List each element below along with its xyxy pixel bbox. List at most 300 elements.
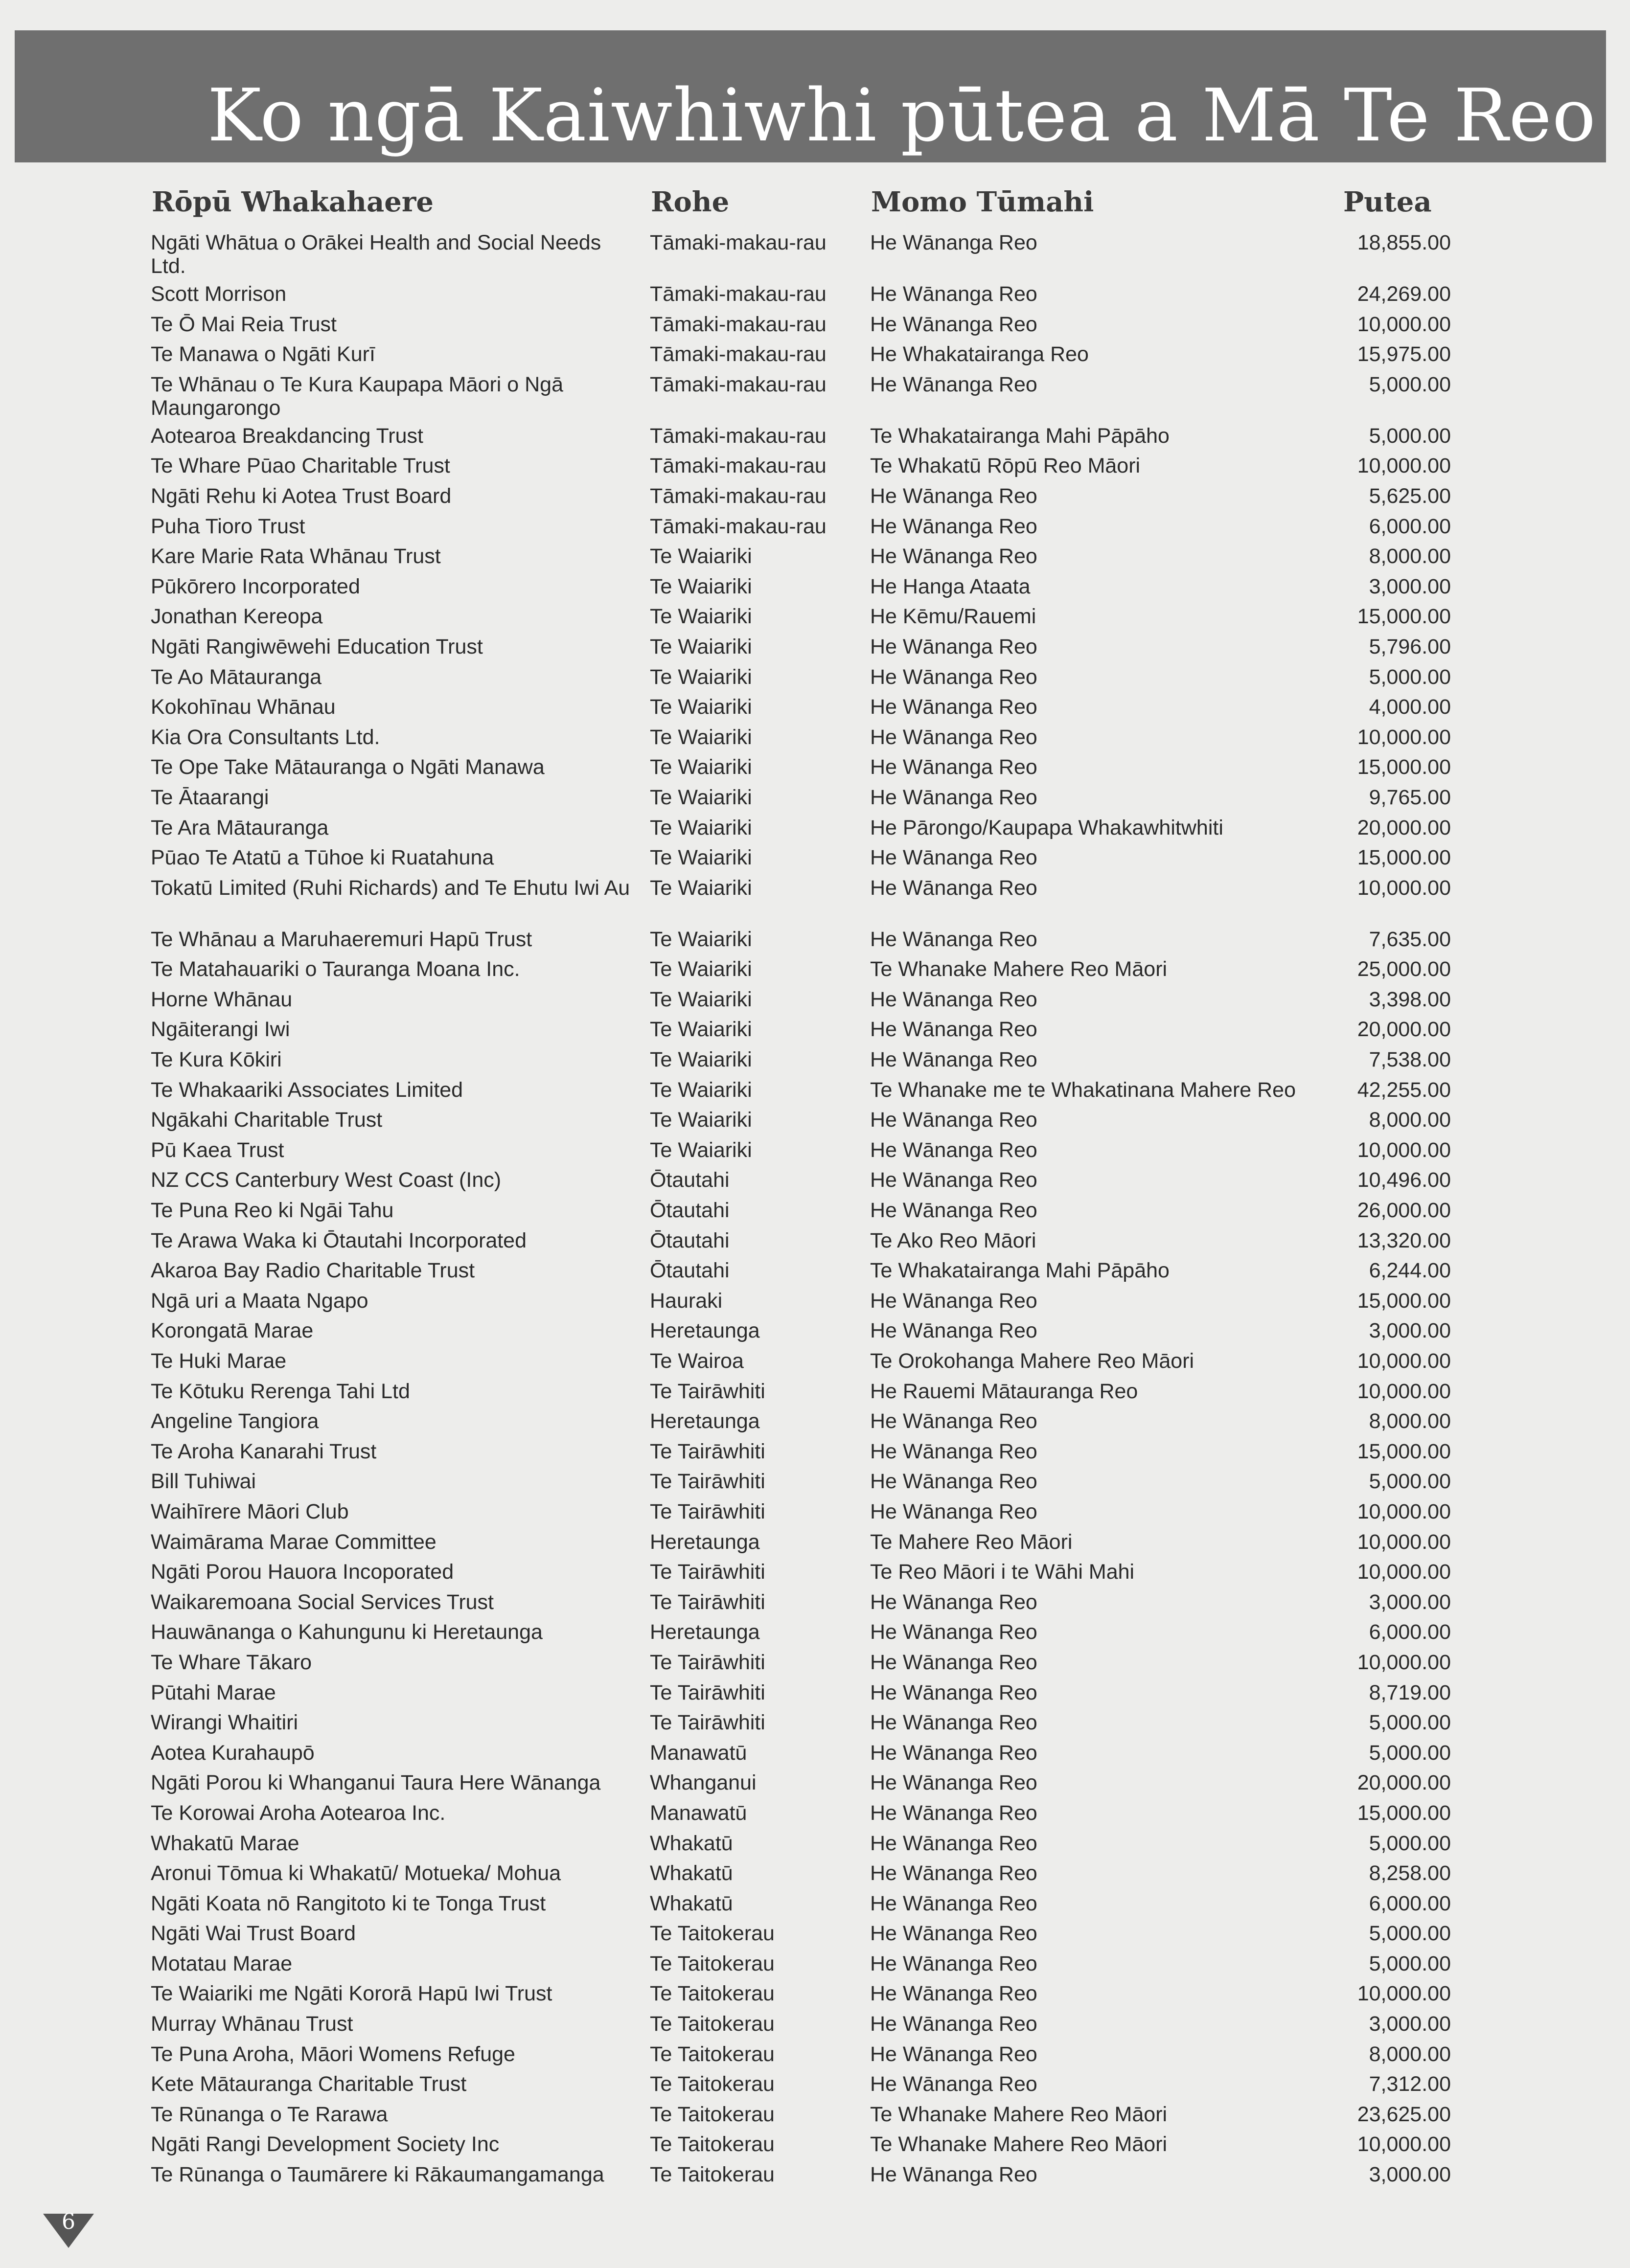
table-row xyxy=(147,1256,1468,1286)
cell-momo-tumahi: He Wānanga Reo xyxy=(870,2072,1037,2096)
cell-putea: 7,538.00 xyxy=(1369,1048,1451,1072)
cell-putea: 6,000.00 xyxy=(1369,1620,1451,1644)
cell-rohe: Tāmaki-makau-rau xyxy=(650,484,826,508)
cell-organisation: Ngāiterangi Iwi xyxy=(151,1018,290,1042)
cell-momo-tumahi: He Wānanga Reo xyxy=(870,725,1037,749)
cell-organisation: Ngākahi Charitable Trust xyxy=(151,1108,383,1132)
cell-organisation: Kare Marie Rata Whānau Trust xyxy=(151,544,441,568)
cell-organisation: Jonathan Kereopa xyxy=(151,605,323,629)
table-row xyxy=(147,1919,1468,1949)
cell-rohe: Whakatū xyxy=(650,1891,733,1915)
cell-putea: 15,000.00 xyxy=(1357,605,1451,629)
cell-momo-tumahi: He Wānanga Reo xyxy=(870,1590,1037,1614)
cell-momo-tumahi: Te Whanake Mahere Reo Māori xyxy=(870,957,1168,981)
cell-momo-tumahi: He Wānanga Reo xyxy=(870,846,1037,870)
cell-momo-tumahi: He Wānanga Reo xyxy=(870,1199,1037,1223)
cell-putea: 15,000.00 xyxy=(1357,846,1451,870)
cell-organisation: Aotea Kurahaupō xyxy=(151,1741,315,1765)
cell-momo-tumahi: He Wānanga Reo xyxy=(870,987,1037,1011)
cell-rohe: Te Tairāwhiti xyxy=(650,1711,765,1735)
cell-rohe: Te Tairāwhiti xyxy=(650,1590,765,1614)
table-row xyxy=(147,873,1468,925)
cell-rohe: Te Waiariki xyxy=(650,987,752,1011)
cell-rohe: Te Waiariki xyxy=(650,635,752,658)
cell-organisation: Te Ara Mātauranga xyxy=(151,816,329,839)
cell-putea: 10,000.00 xyxy=(1357,1379,1451,1403)
cell-rohe: Te Waiariki xyxy=(650,785,752,809)
table-row xyxy=(147,1165,1468,1196)
table-row xyxy=(147,1226,1468,1256)
table-row xyxy=(147,752,1468,783)
cell-organisation: Korongatā Marae xyxy=(151,1319,314,1343)
table-row xyxy=(147,2130,1468,2160)
cell-organisation: Te Ope Take Mātauranga o Ngāti Manawa xyxy=(151,755,545,779)
cell-momo-tumahi: He Wānanga Reo xyxy=(870,1409,1037,1433)
cell-rohe: Te Waiariki xyxy=(650,725,752,749)
cell-momo-tumahi: Te Whakatū Rōpū Reo Māori xyxy=(870,454,1141,478)
table-row xyxy=(147,1196,1468,1226)
cell-organisation: Ngāti Rangi Development Society Inc xyxy=(151,2132,500,2156)
cell-putea: 5,000.00 xyxy=(1369,424,1451,448)
cell-momo-tumahi: He Wānanga Reo xyxy=(870,2012,1037,2036)
cell-putea: 13,320.00 xyxy=(1357,1228,1451,1252)
table-row xyxy=(147,340,1468,370)
cell-putea: 15,000.00 xyxy=(1357,1289,1451,1313)
cell-organisation: Pūtahi Marae xyxy=(151,1680,276,1704)
cell-organisation: Ngā uri a Maata Ngapo xyxy=(151,1289,368,1313)
cell-rohe: Te Waiariki xyxy=(650,816,752,839)
cell-rohe: Te Waiariki xyxy=(650,544,752,568)
cell-organisation: Te Whānau a Maruhaeremuri Hapū Trust xyxy=(151,927,532,951)
table-row xyxy=(147,783,1468,813)
cell-momo-tumahi: He Wānanga Reo xyxy=(870,231,1037,254)
cell-rohe: Heretaunga xyxy=(650,1409,760,1433)
cell-rohe: Hauraki xyxy=(650,1289,723,1313)
table-row xyxy=(147,1859,1468,1889)
cell-organisation: Te Ō Mai Reia Trust xyxy=(151,312,337,336)
cell-putea: 10,000.00 xyxy=(1357,876,1451,900)
cell-rohe: Tāmaki-makau-rau xyxy=(650,342,826,366)
cell-momo-tumahi: He Wānanga Reo xyxy=(870,1831,1037,1855)
cell-momo-tumahi: He Wānanga Reo xyxy=(870,1499,1037,1523)
table-row xyxy=(147,1105,1468,1135)
cell-rohe: Te Waiariki xyxy=(650,927,752,951)
cell-organisation: Te Puna Reo ki Ngāi Tahu xyxy=(151,1199,394,1223)
cell-momo-tumahi: He Wānanga Reo xyxy=(870,1891,1037,1915)
cell-putea: 15,000.00 xyxy=(1357,1801,1451,1825)
cell-organisation: Ngāti Whātua o Orākei Health and Social Needs Ltd. xyxy=(151,231,601,278)
cell-organisation: Te Matahauariki o Tauranga Moana Inc. xyxy=(151,957,520,981)
cell-putea: 15,975.00 xyxy=(1357,342,1451,366)
cell-putea: 5,625.00 xyxy=(1369,484,1451,508)
cell-organisation: Ngāti Porou Hauora Incoporated xyxy=(151,1560,454,1584)
table-row xyxy=(147,1617,1468,1648)
table-row xyxy=(147,1286,1468,1316)
cell-momo-tumahi: Te Reo Māori i te Wāhi Mahi xyxy=(870,1560,1135,1584)
table-row xyxy=(147,310,1468,340)
cell-putea: 25,000.00 xyxy=(1357,957,1451,981)
cell-putea: 42,255.00 xyxy=(1357,1078,1451,1102)
table-row xyxy=(147,2009,1468,2040)
cell-momo-tumahi: He Wānanga Reo xyxy=(870,282,1037,306)
cell-putea: 8,000.00 xyxy=(1369,2042,1451,2066)
cell-momo-tumahi: He Wānanga Reo xyxy=(870,1048,1037,1072)
cell-momo-tumahi: Te Orokohanga Mahere Reo Māori xyxy=(870,1349,1194,1373)
table-body xyxy=(147,228,1468,2190)
table-row xyxy=(147,1406,1468,1437)
cell-organisation: Scott Morrison xyxy=(151,282,287,306)
table-row xyxy=(147,1738,1468,1769)
cell-momo-tumahi: He Kēmu/Rauemi xyxy=(870,605,1036,629)
table-row xyxy=(147,1437,1468,1467)
cell-momo-tumahi: He Wānanga Reo xyxy=(870,1289,1037,1313)
table-row xyxy=(147,602,1468,632)
table-row xyxy=(147,1015,1468,1045)
cell-organisation: Te Whānau o Te Kura Kaupapa Māori o Ngā Maungarongo xyxy=(151,372,564,420)
cell-rohe: Te Taitokerau xyxy=(650,2072,775,2096)
cell-putea: 20,000.00 xyxy=(1357,1018,1451,1042)
cell-rohe: Manawatū xyxy=(650,1741,747,1765)
cell-momo-tumahi: He Wānanga Reo xyxy=(870,1741,1037,1765)
cell-rohe: Te Waiariki xyxy=(650,1108,752,1132)
cell-putea: 26,000.00 xyxy=(1357,1199,1451,1223)
cell-momo-tumahi: Te Whanake Mahere Reo Māori xyxy=(870,2102,1168,2126)
table-row xyxy=(147,1135,1468,1166)
cell-organisation: Kete Mātauranga Charitable Trust xyxy=(151,2072,467,2096)
cell-momo-tumahi: Te Ako Reo Māori xyxy=(870,1228,1036,1252)
cell-momo-tumahi: He Wānanga Reo xyxy=(870,927,1037,951)
table-row xyxy=(147,1588,1468,1618)
cell-rohe: Te Taitokerau xyxy=(650,1922,775,1946)
cell-rohe: Tāmaki-makau-rau xyxy=(650,454,826,478)
cell-organisation: Te Manawa o Ngāti Kurī xyxy=(151,342,375,366)
cell-momo-tumahi: He Wānanga Reo xyxy=(870,1711,1037,1735)
cell-organisation: NZ CCS Canterbury West Coast (Inc) xyxy=(151,1168,502,1192)
cell-rohe: Tāmaki-makau-rau xyxy=(650,231,826,254)
cell-momo-tumahi: He Wānanga Reo xyxy=(870,2163,1037,2187)
table-row xyxy=(147,542,1468,572)
table-row xyxy=(147,1708,1468,1738)
column-header-ropu: Rōpū Whakahaere xyxy=(152,186,434,218)
table-row xyxy=(147,692,1468,723)
table-row xyxy=(147,1346,1468,1377)
table-row xyxy=(147,2160,1468,2190)
cell-putea: 10,000.00 xyxy=(1357,1560,1451,1584)
table-row xyxy=(147,954,1468,985)
cell-rohe: Te Tairāwhiti xyxy=(650,1499,765,1523)
cell-organisation: Te Huki Marae xyxy=(151,1349,287,1373)
title-banner xyxy=(15,30,1606,162)
cell-organisation: Te Ātaarangi xyxy=(151,785,269,809)
cell-momo-tumahi: He Wānanga Reo xyxy=(870,1801,1037,1825)
cell-organisation: Te Rūnanga o Taumārere ki Rākaumangamanga xyxy=(151,2163,604,2187)
cell-putea: 7,635.00 xyxy=(1369,927,1451,951)
table-row xyxy=(147,662,1468,693)
cell-momo-tumahi: Te Whanake Mahere Reo Māori xyxy=(870,2132,1168,2156)
cell-momo-tumahi: He Rauemi Mātauranga Reo xyxy=(870,1379,1138,1403)
cell-momo-tumahi: He Wānanga Reo xyxy=(870,1168,1037,1192)
cell-rohe: Te Waiariki xyxy=(650,605,752,629)
cell-rohe: Whakatū xyxy=(650,1861,733,1885)
cell-putea: 3,000.00 xyxy=(1369,2012,1451,2036)
cell-organisation: Hauwānanga o Kahungunu ki Heretaunga xyxy=(151,1620,543,1644)
table-row xyxy=(147,512,1468,542)
cell-rohe: Te Taitokerau xyxy=(650,2132,775,2156)
cell-organisation: Bill Tuhiwai xyxy=(151,1470,256,1494)
cell-momo-tumahi: Te Whakatairanga Mahi Pāpāho xyxy=(870,424,1170,448)
cell-putea: 5,000.00 xyxy=(1369,1951,1451,1975)
table-row xyxy=(147,985,1468,1015)
cell-momo-tumahi: Te Whakatairanga Mahi Pāpāho xyxy=(870,1259,1170,1283)
cell-putea: 24,269.00 xyxy=(1357,282,1451,306)
cell-organisation: Ngāti Rehu ki Aotea Trust Board xyxy=(151,484,452,508)
cell-rohe: Tāmaki-makau-rau xyxy=(650,312,826,336)
cell-putea: 5,000.00 xyxy=(1369,372,1451,396)
cell-rohe: Ōtautahi xyxy=(650,1228,730,1252)
cell-rohe: Te Tairāwhiti xyxy=(650,1379,765,1403)
cell-organisation: Pūkōrero Incorporated xyxy=(151,574,360,598)
cell-rohe: Ōtautahi xyxy=(650,1259,730,1283)
cell-putea: 5,000.00 xyxy=(1369,1831,1451,1855)
cell-momo-tumahi: He Wānanga Reo xyxy=(870,635,1037,658)
cell-organisation: Puha Tioro Trust xyxy=(151,514,305,538)
cell-organisation: Horne Whānau xyxy=(151,987,293,1011)
cell-organisation: Aotearoa Breakdancing Trust xyxy=(151,424,423,448)
cell-momo-tumahi: He Wānanga Reo xyxy=(870,1922,1037,1946)
table-row xyxy=(147,2100,1468,2130)
cell-rohe: Whanganui xyxy=(650,1771,757,1795)
cell-momo-tumahi: He Pārongo/Kaupapa Whakawhitwhiti xyxy=(870,816,1223,839)
cell-rohe: Te Waiariki xyxy=(650,876,752,900)
cell-momo-tumahi: Te Mahere Reo Māori xyxy=(870,1530,1073,1554)
cell-momo-tumahi: He Wānanga Reo xyxy=(870,1470,1037,1494)
cell-rohe: Te Tairāwhiti xyxy=(650,1470,765,1494)
cell-organisation: Motatau Marae xyxy=(151,1951,293,1975)
table-row xyxy=(147,572,1468,602)
cell-putea: 10,000.00 xyxy=(1357,312,1451,336)
cell-putea: 9,765.00 xyxy=(1369,785,1451,809)
cell-momo-tumahi: He Wānanga Reo xyxy=(870,312,1037,336)
cell-putea: 23,625.00 xyxy=(1357,2102,1451,2126)
cell-rohe: Te Waiariki xyxy=(650,846,752,870)
cell-rohe: Ōtautahi xyxy=(650,1199,730,1223)
table-row xyxy=(147,1075,1468,1106)
cell-rohe: Te Tairāwhiti xyxy=(650,1680,765,1704)
cell-organisation: Te Korowai Aroha Aotearoa Inc. xyxy=(151,1801,446,1825)
cell-putea: 6,244.00 xyxy=(1369,1259,1451,1283)
cell-putea: 10,000.00 xyxy=(1357,1499,1451,1523)
cell-rohe: Ōtautahi xyxy=(650,1168,730,1192)
cell-momo-tumahi: He Wānanga Reo xyxy=(870,1861,1037,1885)
cell-momo-tumahi: He Wānanga Reo xyxy=(870,1951,1037,1975)
cell-momo-tumahi: He Wānanga Reo xyxy=(870,665,1037,689)
table-row xyxy=(147,1979,1468,2009)
cell-rohe: Te Tairāwhiti xyxy=(650,1439,765,1463)
cell-momo-tumahi: He Wānanga Reo xyxy=(870,755,1037,779)
cell-organisation: Te Whakaariki Associates Limited xyxy=(151,1078,463,1102)
cell-organisation: Waikaremoana Social Services Trust xyxy=(151,1590,494,1614)
table-row xyxy=(147,1467,1468,1497)
cell-putea: 20,000.00 xyxy=(1357,1771,1451,1795)
table-row xyxy=(147,1557,1468,1588)
cell-putea: 5,000.00 xyxy=(1369,1922,1451,1946)
cell-organisation: Te Kura Kōkiri xyxy=(151,1048,282,1072)
cell-momo-tumahi: He Wānanga Reo xyxy=(870,372,1037,396)
table-row xyxy=(147,1768,1468,1798)
cell-putea: 6,000.00 xyxy=(1369,1891,1451,1915)
cell-rohe: Tāmaki-makau-rau xyxy=(650,282,826,306)
cell-organisation: Waihīrere Māori Club xyxy=(151,1499,349,1523)
cell-rohe: Te Waiariki xyxy=(650,665,752,689)
cell-momo-tumahi: He Wānanga Reo xyxy=(870,785,1037,809)
cell-rohe: Te Taitokerau xyxy=(650,2102,775,2126)
table-row xyxy=(147,1527,1468,1558)
cell-momo-tumahi: He Wānanga Reo xyxy=(870,876,1037,900)
cell-momo-tumahi: He Wānanga Reo xyxy=(870,544,1037,568)
cell-momo-tumahi: He Whakatairanga Reo xyxy=(870,342,1089,366)
table-row xyxy=(147,813,1468,843)
cell-putea: 3,000.00 xyxy=(1369,2163,1451,2187)
cell-rohe: Te Waiariki xyxy=(650,1138,752,1162)
cell-rohe: Te Wairoa xyxy=(650,1349,744,1373)
cell-putea: 10,000.00 xyxy=(1357,1349,1451,1373)
table-row xyxy=(147,228,1468,279)
cell-putea: 18,855.00 xyxy=(1357,231,1451,254)
column-header-rohe: Rohe xyxy=(651,186,730,218)
cell-organisation: Whakatū Marae xyxy=(151,1831,299,1855)
cell-putea: 5,000.00 xyxy=(1369,1741,1451,1765)
cell-putea: 10,000.00 xyxy=(1357,1138,1451,1162)
table-row xyxy=(147,925,1468,955)
table-row xyxy=(147,632,1468,662)
cell-momo-tumahi: He Wānanga Reo xyxy=(870,1680,1037,1704)
table-row xyxy=(147,370,1468,421)
cell-organisation: Kokohīnau Whānau xyxy=(151,695,336,719)
cell-putea: 8,000.00 xyxy=(1369,544,1451,568)
cell-organisation: Murray Whānau Trust xyxy=(151,2012,353,2036)
cell-rohe: Te Waiariki xyxy=(650,1078,752,1102)
cell-putea: 8,258.00 xyxy=(1369,1861,1451,1885)
cell-organisation: Te Arawa Waka ki Ōtautahi Incorporated xyxy=(151,1228,527,1252)
cell-organisation: Te Ao Mātauranga xyxy=(151,665,322,689)
table-row xyxy=(147,421,1468,452)
cell-momo-tumahi: He Wānanga Reo xyxy=(870,1650,1037,1674)
cell-rohe: Heretaunga xyxy=(650,1620,760,1644)
cell-putea: 4,000.00 xyxy=(1369,695,1451,719)
cell-organisation: Ngāti Rangiwēwehi Education Trust xyxy=(151,635,483,658)
cell-putea: 8,719.00 xyxy=(1369,1680,1451,1704)
cell-organisation: Te Puna Aroha, Māori Womens Refuge xyxy=(151,2042,515,2066)
cell-organisation: Te Whare Tākaro xyxy=(151,1650,312,1674)
cell-organisation: Te Kōtuku Rerenga Tahi Ltd xyxy=(151,1379,410,1403)
cell-putea: 5,796.00 xyxy=(1369,635,1451,658)
grants-table xyxy=(147,181,1468,2190)
cell-rohe: Te Tairāwhiti xyxy=(650,1650,765,1674)
cell-putea: 15,000.00 xyxy=(1357,1439,1451,1463)
cell-organisation: Aronui Tōmua ki Whakatū/ Motueka/ Mohua xyxy=(151,1861,561,1885)
cell-momo-tumahi: He Wānanga Reo xyxy=(870,1138,1037,1162)
cell-organisation: Waimārama Marae Committee xyxy=(151,1530,436,1554)
table-header xyxy=(147,181,1468,228)
cell-rohe: Te Taitokerau xyxy=(650,2042,775,2066)
table-row xyxy=(147,1045,1468,1075)
cell-momo-tumahi: He Wānanga Reo xyxy=(870,1018,1037,1042)
cell-organisation: Tokatū Limited (Ruhi Richards) and Te Ehutu Iwi Au xyxy=(151,876,630,900)
table-row xyxy=(147,1829,1468,1859)
cell-putea: 20,000.00 xyxy=(1357,816,1451,839)
cell-putea: 8,000.00 xyxy=(1369,1409,1451,1433)
table-row xyxy=(147,843,1468,873)
cell-putea: 10,000.00 xyxy=(1357,725,1451,749)
cell-putea: 10,000.00 xyxy=(1357,1530,1451,1554)
cell-organisation: Ngāti Porou ki Whanganui Taura Here Wānanga xyxy=(151,1771,601,1795)
cell-organisation: Te Waiariki me Ngāti Kororā Hapū Iwi Trust xyxy=(151,1982,552,2006)
cell-organisation: Ngāti Koata nō Rangitoto ki te Tonga Trust xyxy=(151,1891,546,1915)
cell-organisation: Angeline Tangiora xyxy=(151,1409,319,1433)
table-row xyxy=(147,481,1468,512)
page-title: Ko ngā Kaiwhiwhi pūtea a Mā Te Reo xyxy=(207,73,1596,158)
cell-rohe: Te Waiariki xyxy=(650,1018,752,1042)
table-row xyxy=(147,1798,1468,1829)
cell-rohe: Te Taitokerau xyxy=(650,2163,775,2187)
table-row xyxy=(147,279,1468,310)
cell-organisation: Wirangi Whaitiri xyxy=(151,1711,298,1735)
table-row xyxy=(147,451,1468,481)
cell-putea: 3,000.00 xyxy=(1369,574,1451,598)
cell-rohe: Te Taitokerau xyxy=(650,2012,775,2036)
cell-rohe: Te Waiariki xyxy=(650,957,752,981)
cell-rohe: Manawatū xyxy=(650,1801,747,1825)
cell-rohe: Te Waiariki xyxy=(650,1048,752,1072)
cell-organisation: Pū Kaea Trust xyxy=(151,1138,284,1162)
table-row xyxy=(147,2040,1468,2070)
cell-momo-tumahi: He Hanga Ataata xyxy=(870,574,1031,598)
table-row xyxy=(147,1949,1468,1979)
cell-rohe: Te Taitokerau xyxy=(650,1982,775,2006)
cell-momo-tumahi: He Wānanga Reo xyxy=(870,1620,1037,1644)
cell-organisation: Pūao Te Atatū a Tūhoe ki Ruatahuna xyxy=(151,846,494,870)
cell-organisation: Kia Ora Consultants Ltd. xyxy=(151,725,380,749)
cell-rohe: Te Taitokerau xyxy=(650,1951,775,1975)
table-row xyxy=(147,1678,1468,1708)
cell-putea: 7,312.00 xyxy=(1369,2072,1451,2096)
cell-momo-tumahi: He Wānanga Reo xyxy=(870,1439,1037,1463)
table-row xyxy=(147,1497,1468,1527)
cell-organisation: Te Rūnanga o Te Rarawa xyxy=(151,2102,388,2126)
cell-organisation: Te Aroha Kanarahi Trust xyxy=(151,1439,377,1463)
cell-rohe: Te Tairāwhiti xyxy=(650,1560,765,1584)
table-row xyxy=(147,2069,1468,2100)
cell-momo-tumahi: He Wānanga Reo xyxy=(870,484,1037,508)
page-number: 6 xyxy=(62,2209,75,2234)
cell-momo-tumahi: Te Whanake me te Whakatinana Mahere Reo xyxy=(870,1078,1296,1102)
cell-putea: 3,000.00 xyxy=(1369,1319,1451,1343)
table-row xyxy=(147,723,1468,753)
cell-momo-tumahi: He Wānanga Reo xyxy=(870,1319,1037,1343)
column-header-putea: Putea xyxy=(1343,186,1432,218)
cell-putea: 10,000.00 xyxy=(1357,1982,1451,2006)
cell-putea: 8,000.00 xyxy=(1369,1108,1451,1132)
table-row xyxy=(147,1316,1468,1346)
cell-rohe: Tāmaki-makau-rau xyxy=(650,372,826,396)
cell-putea: 10,000.00 xyxy=(1357,1650,1451,1674)
cell-putea: 5,000.00 xyxy=(1369,665,1451,689)
cell-momo-tumahi: He Wānanga Reo xyxy=(870,1108,1037,1132)
cell-putea: 10,000.00 xyxy=(1357,454,1451,478)
table-row xyxy=(147,1889,1468,1919)
cell-rohe: Tāmaki-makau-rau xyxy=(650,424,826,448)
cell-rohe: Heretaunga xyxy=(650,1319,760,1343)
